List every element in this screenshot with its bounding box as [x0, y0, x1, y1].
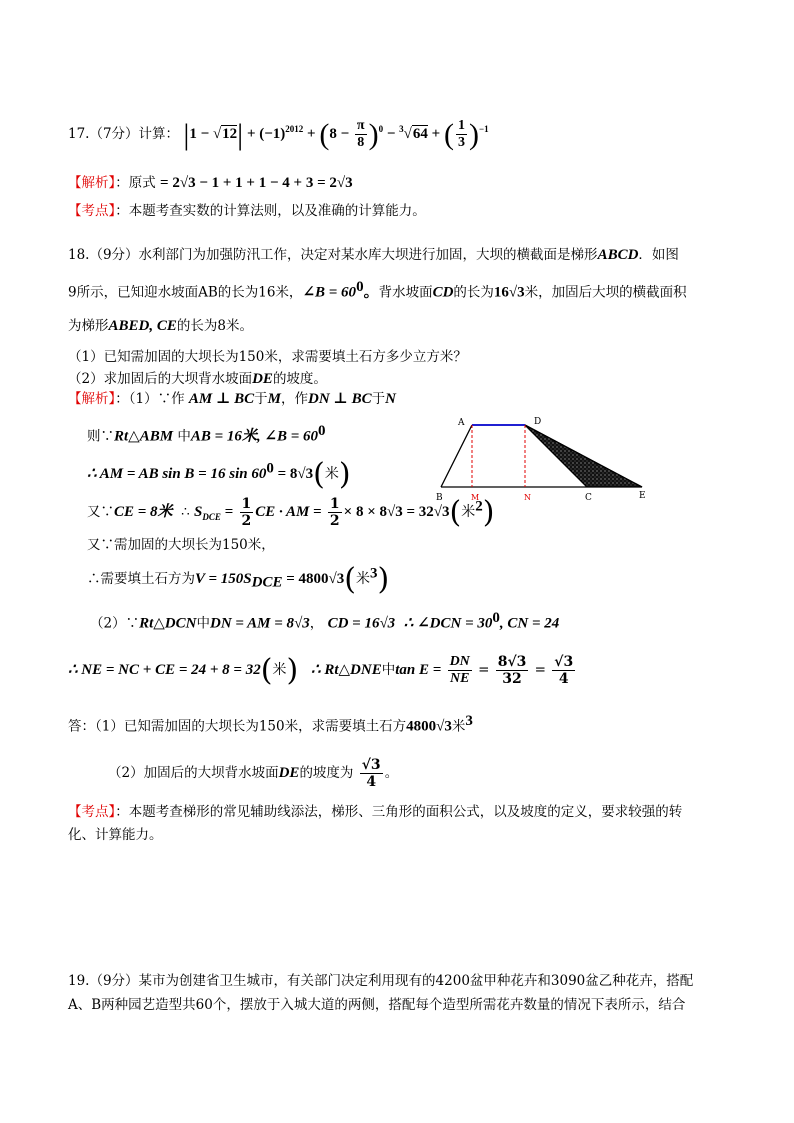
q18-am-line: ∴ AM = AB sin B = 16 $\sin 60^0 = 8√3$(米) [87, 457, 351, 492]
label-b: B [436, 493, 443, 503]
q17-expression: $|1 - √12| + (-1)^{2012} + (8$ − $\frac{\pi}{8}$ )$^0$ − $^3$√64 + ( $\frac{1}{3}$ )$^{-1}$ [183, 118, 489, 151]
q18-length-line: 又∵需加固的大坝长为150米， [87, 537, 275, 553]
solution-tag: 【解析】 [68, 175, 116, 191]
concept-tag: 【考点】 [68, 203, 116, 219]
dam-figure [428, 414, 658, 510]
q18-sub2: （2）求加固后的大坝背水坡面DE的坡度。 [68, 371, 327, 387]
q18-answer1: 答：（1）已知需加固的大坝长为150米，求需要填土石方4800√3米$^3$ [68, 713, 473, 735]
label-a: A [458, 418, 465, 428]
q17-concept: 【考点】：本题考查实数的计算法则，以及准确的计算能力。 [68, 203, 426, 219]
label-d: D [534, 417, 542, 427]
q18-concept-2: 化、计算能力。 [68, 827, 163, 843]
q17-header: 17.（7分）计算： [68, 125, 180, 142]
q18-concept-1: 【考点】：本题考查梯形的常见辅助线添法，梯形、三角形的面积公式，以及坡度的定义，要求较强的转 [68, 804, 683, 820]
concept-tag: 【考点】 [68, 804, 116, 820]
q17-solution-math: = 2√3 − 1 + 1 + 1 − 4 + 3 = 2√3 [160, 175, 353, 191]
q18-sub1: （1）已知需加固的大坝长为150米，求需要填土石方多少立方米？ [68, 349, 467, 365]
q18-solution-p1: 【解析】：（1）∵作 AM ⊥ BC于M，作DN ⊥ BC于N [68, 391, 396, 407]
q18-line3: 为梯形ABED, CE的长为8米。 [68, 318, 253, 334]
label-m: M [471, 493, 480, 502]
label-n: N [524, 493, 531, 502]
q18-part2-line: （2）∵Rt△DCN中DN = AM = 8√3， CD = 16√3 ∴ ∠DCN = $30^0$, CN = 24 [90, 610, 560, 632]
q18-area-line: 又∵CE = 8米 ∴ $S_{DCE}$ = $\frac{1}{2}$ CE · AM = $\frac{1}{2}$ × 8 × 8√3 = 32√3(米$^2$) [87, 495, 495, 530]
q18-fill-line: ∴需要填土石方为$V = 150S_{DCE} = 4800√3$(米$^3$) [87, 562, 390, 597]
q18-line2: 9所示，已知迎水坡面AB的长为16米，∠B = $60^0$。背水坡面CD的长为16√3米，加固后大坝的横截面积 [68, 279, 687, 301]
q18-tan-line: ∴ NE = NC + CE = 24 + 8 = 32(米) ∴ Rt△DNE中tan E = $\frac{DN}{NE}$ = $\frac{8√3}{32}$ = $\frac{√3}{4}$ [68, 653, 574, 688]
q18-answer2: （2）加固后的大坝背水坡面DE的坡度为 $\frac{√3}{4}$ 。 [108, 757, 399, 790]
side-ab [441, 425, 472, 487]
q19-line1: 19.（9分）某市为创建省卫生城市，有关部门决定利用现有的4200盆甲种花卉和3090盆乙种花卉，搭配 [68, 973, 694, 989]
q19-line2: A、B两种园艺造型共60个，摆放于入城大道的两侧，搭配每个造型所需花卉数量的情况下表所示，结合 [68, 997, 686, 1013]
solution-tag: 【解析】 [68, 391, 116, 407]
q18-then-line: 则∵Rt△ABM 中AB = 16米, ∠B = $60^0$ [87, 423, 326, 445]
q17-line [68, 119, 489, 150]
label-c: C [585, 493, 592, 503]
q17-solution: 【解析】：原式 = 2√3 − 1 + 1 + 1 − 4 + 3 = 2√3 [68, 175, 353, 191]
q18-line1: 18.（9分）水利部门为加强防汛工作，决定对某水库大坝进行加固，大坝的横截面是梯形ABCD．如图 [68, 247, 679, 263]
label-e: E [639, 491, 646, 501]
